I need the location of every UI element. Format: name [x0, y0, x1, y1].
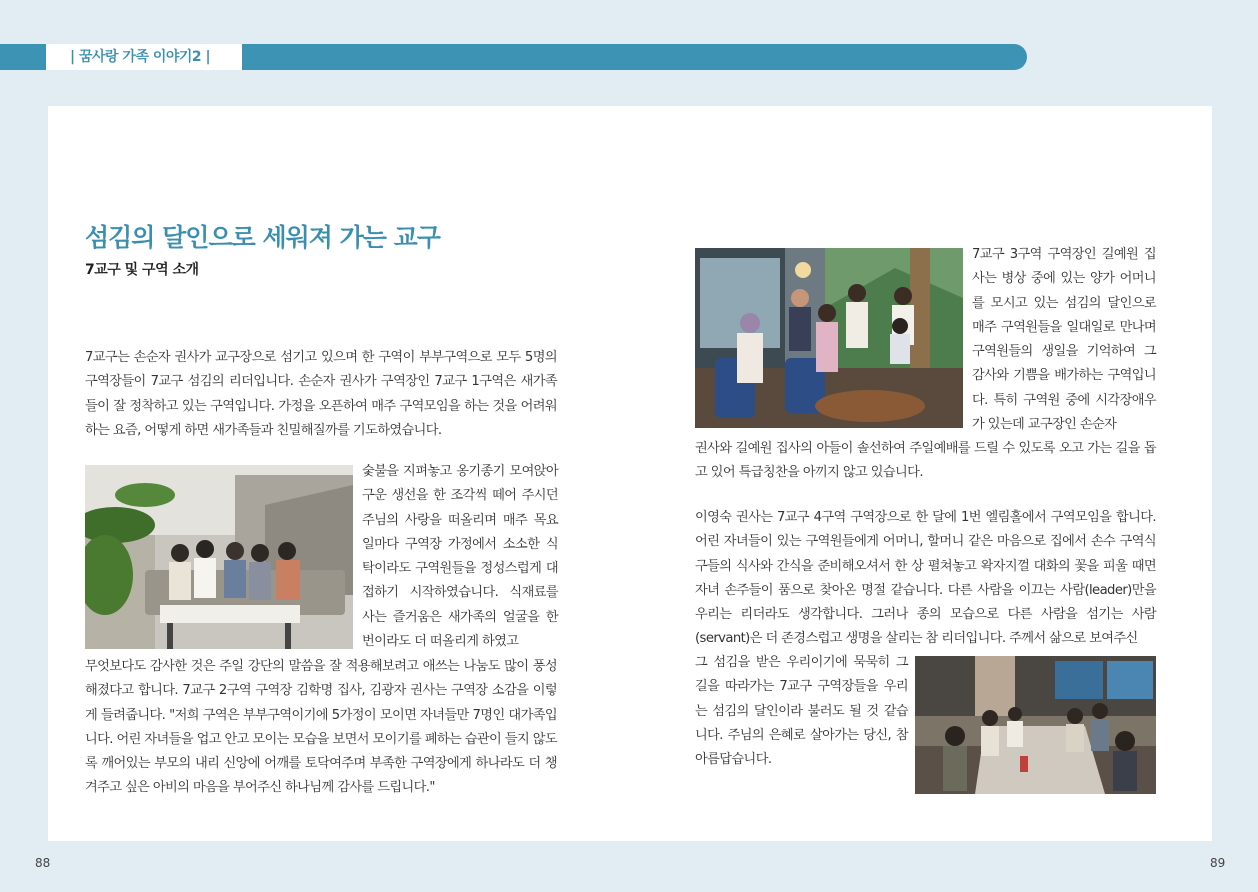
right-paragraph-3-side: 그 섬김을 받은 우리이기에 묵묵히 그 길을 따라가는 7교구 구역장들을 우리는 섬김의 달인이라 불러도 될 것 같습니다. 주님의 은혜로 살아가는 당신, 참 아름답습니다.: [695, 655, 908, 768]
group-photo-1: [85, 465, 353, 649]
section-label: | 꿈사랑 가족 이야기2 |: [46, 44, 242, 70]
right-paragraph-1-side: 7교구 3구역 구역장인 길예원 집사는 병상 중에 있는 양가 어머니를 모시고 있는 섬김의 달인으로 매주 구역원들을 일대일로 만나며 구역원들의 생일을 기억하여 그 감사와 기쁨을 배가하는 구역입니다. 특히 구역원 중에 시각장애우가 있는데 교구장인 손순자: [972, 247, 1156, 433]
left-paragraph-1: 7교구는 손순자 권사가 교구장으로 섬기고 있으며 한 구역이 부부구역으로 모두 5명의 구역장들이 7교구 섬김의 리더입니다. 손순자 권사가 구역장인 7교구 1구역은 새가족들이 잘 정착하고 있는 구역입니다. 가정을 오픈하여 매주 구역모임을 하는 것을 어려워하는 요즘, 어떻게 하면 새가족들과 친밀해질까를 기도하였습니다.: [85, 350, 557, 438]
left-paragraph-2-full: 무엇보다도 감사한 것은 주일 강단의 말씀을 잘 적용해보려고 애쓰는 나눔도 많이 풍성해졌다고 합니다. 7교구 2구역 구역장 김학명 집사, 김광자 권사는 구역장 소감을 이렇게 들려줍니다. "저희 구역은 부부구역이기에 5가정이 모이면 자녀들만 7명인 대가족입니다. 어린 자녀들을 업고 안고 모이는 모습을 보면서 모이기를 폐하는 습관이 들지 않도록 깨어있는 부모의 내리 신앙에 어깨를 토닥여주며 부족한 구역장에게 하나라도 더 챙겨주고 싶은 아비의 마음을 부어주신 하나님께 감사를 드립니다.": [85, 659, 557, 796]
right-paragraph-2: 이영숙 권사는 7교구 4구역 구역장으로 한 달에 1번 엘림홀에서 구역모임을 합니다. 어린 자녀들이 있는 구역원들에게 어머니, 할머니 같은 마음으로 집에서 손수 구역식구들의 식사와 간식을 준비해오셔서 한 상 펼쳐놓고 왁자지껄 대화의 꽃을 피울 때면 자녀 손주들이 품으로 찾아온 명절 같습니다. 다른 사람을 이끄는 사람(leader)만을 우리는 리더라도 생각합니다. 그러나 종의 모습으로 다른 사람을 섬기는 사람(servant)은 더 존경스럽고 생명을 살리는 참 리더입니다. 주께서 삶으로 보여주신: [695, 510, 1156, 647]
right-paragraph-1-full: 권사와 길예원 집사의 아들이 솔선하여 주일예배를 드릴 수 있도록 오고 가는 길을 돕고 있어 특급칭찬을 아끼지 않고 있습니다.: [695, 441, 1156, 481]
group-photo-2: [695, 248, 963, 428]
article-title: 섬김의 달인으로 세워져 가는 교구: [85, 223, 440, 252]
article-subtitle: 7교구 및 구역 소개: [85, 262, 199, 278]
group-photo-3: [915, 656, 1156, 794]
left-paragraph-2-side: 숯불을 지펴놓고 옹기종기 모여앉아 구운 생선을 한 조각씩 떼어 주시던 주님의 사랑을 떠올리며 매주 목요일마다 구역장 가정에서 소소한 식탁이라도 구역원들을 정성스럽게 대접하기 시작하였습니다. 식재료를 사는 즐거움은 새가족의 얼굴을 한 번이라도 더 떠올리게 하였고: [362, 464, 558, 650]
page-number-left: 88: [35, 856, 51, 870]
page-number-right: 89: [1210, 856, 1226, 870]
